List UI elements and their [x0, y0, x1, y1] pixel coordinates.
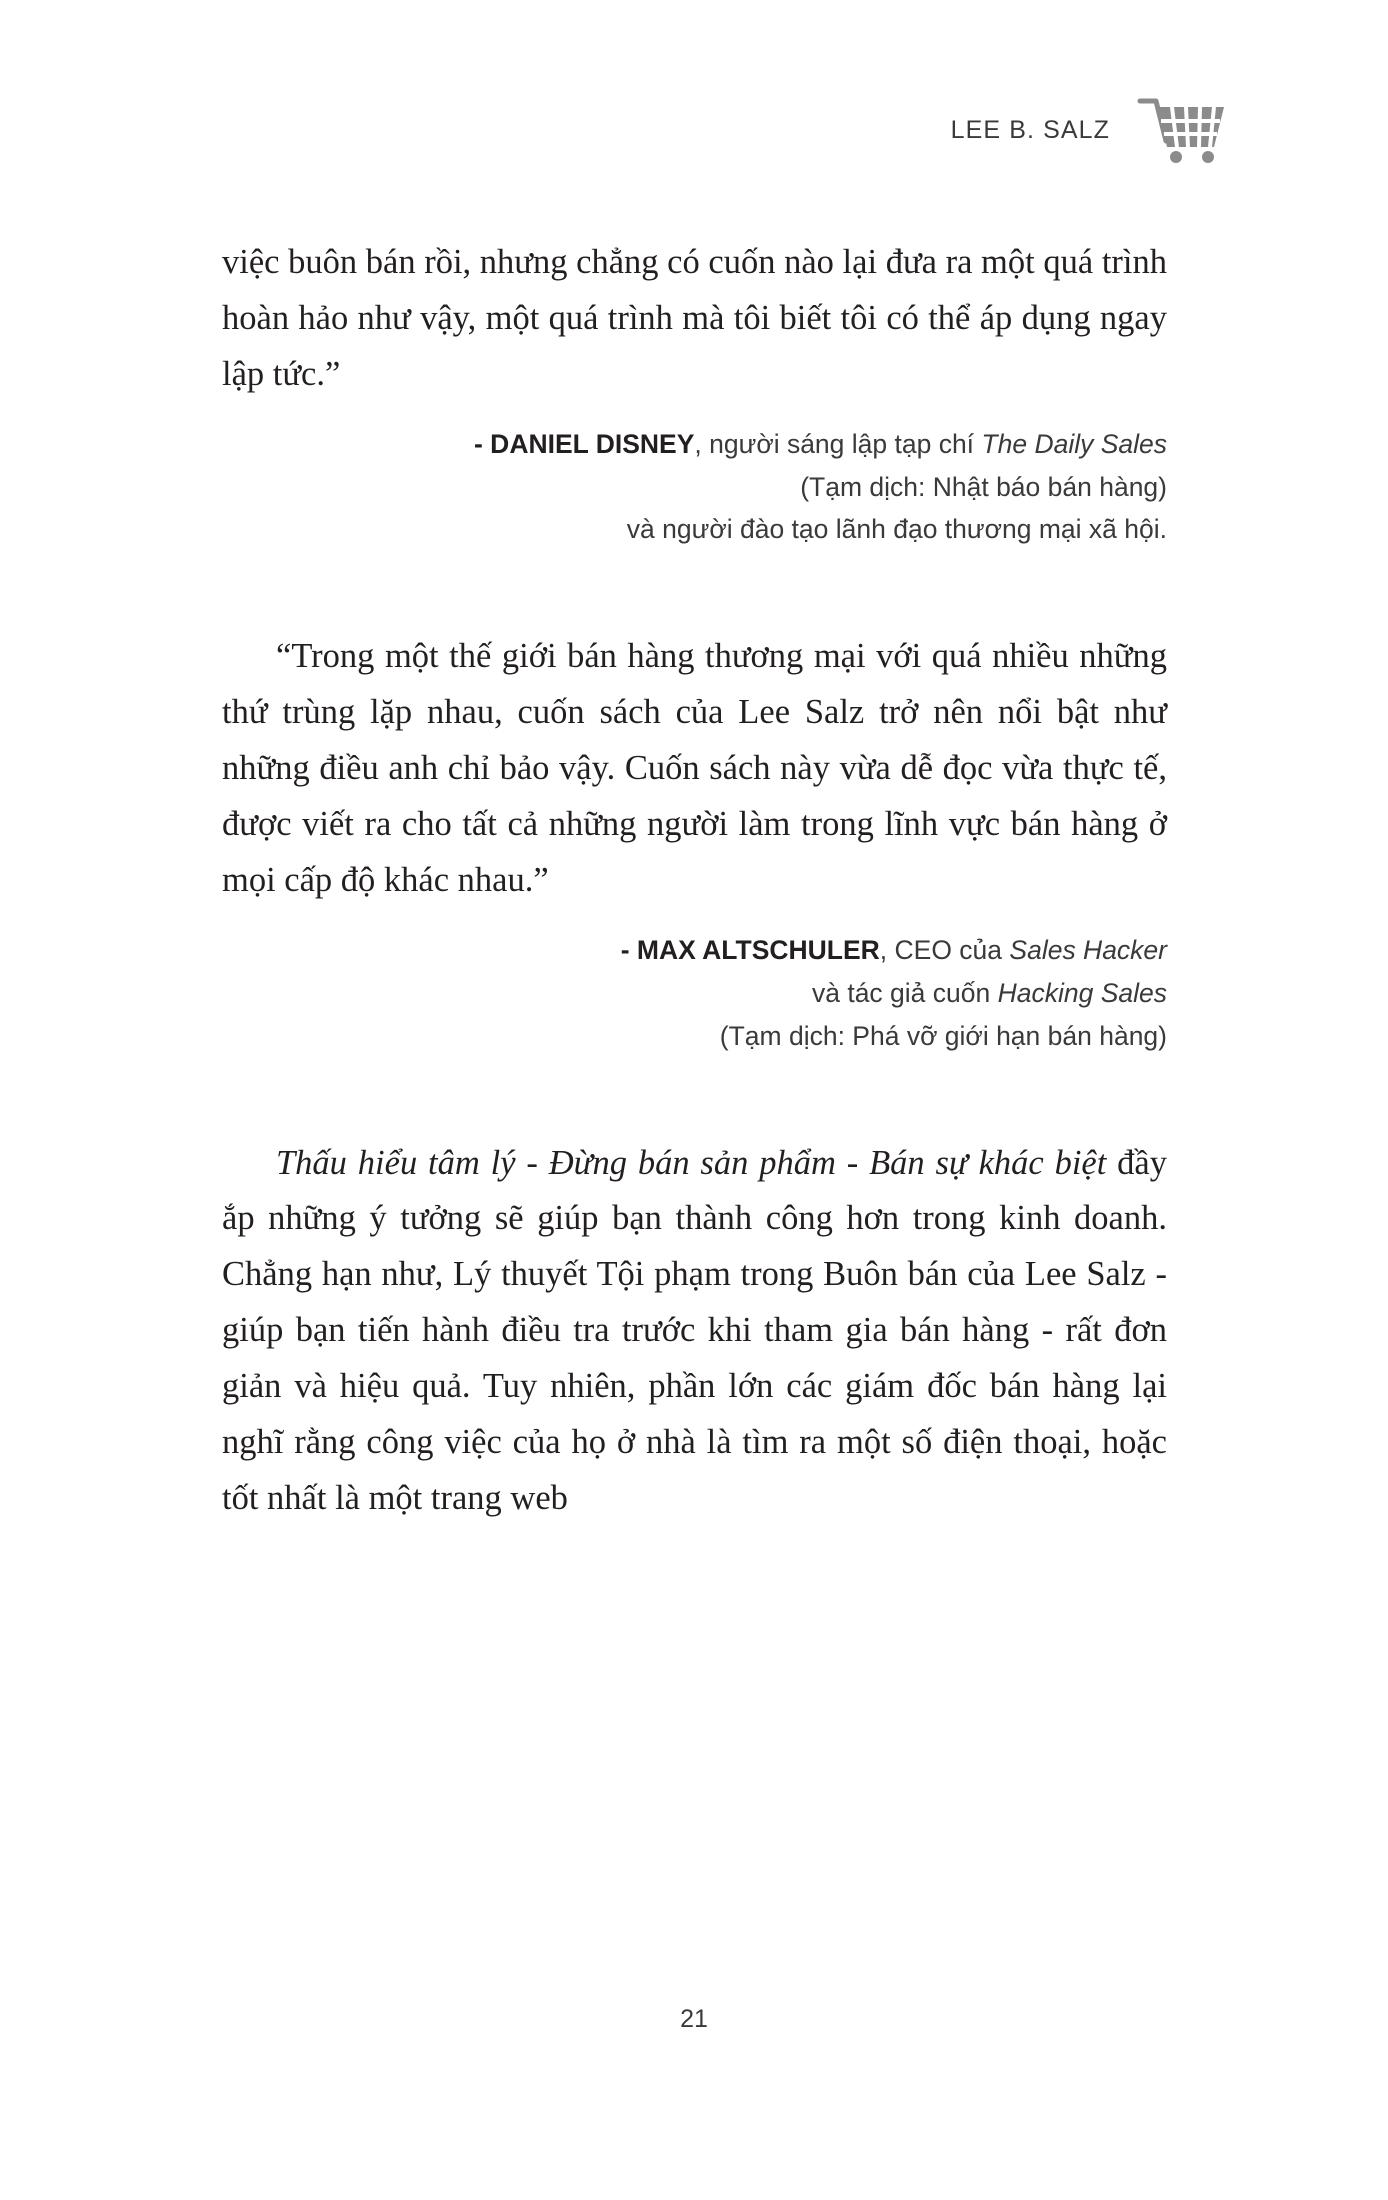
- attribution-name: - DANIEL DISNEY: [474, 428, 695, 459]
- spacer: [222, 1058, 1167, 1136]
- attribution-line-3: và người đào tạo lãnh đạo thương mại xã hội.: [626, 514, 1167, 545]
- attribution-max-altschuler: [222, 929, 1167, 1058]
- attribution-line-2-prefix: và tác giả cuốn: [811, 977, 998, 1008]
- shopping-cart-icon: [1136, 95, 1228, 165]
- attribution-line-2: [222, 972, 1167, 1015]
- page-content: [222, 235, 1167, 1527]
- spacer: [222, 403, 1167, 423]
- attribution-name: - MAX ALTSCHULER: [620, 934, 880, 965]
- attribution-daniel-disney: [222, 423, 1167, 552]
- attribution-book-title: Hacking Sales: [997, 977, 1167, 1008]
- paragraph-body-rest: đầy ắp những ý tưởng sẽ giúp bạn thành công hơn trong kinh doanh. Chẳng hạn như, Lý thuyết Tội phạm trong Buôn bán của Lee Salz - giúp bạn tiến hành điều tra trước khi tham gia bán hàng - rất đơn giản và hiệu quả. Tuy nhiên, phần lớn các giám đốc bán hàng lại nghĩ rằng công việc của họ ở nhà là tìm ra một số điện thoại, hoặc tốt nhất là một trang web: [222, 1143, 1167, 1517]
- header-author-name: LEE B. SALZ: [950, 115, 1110, 144]
- attribution-publication: The Daily Sales: [981, 428, 1167, 459]
- attribution-line-1: [222, 423, 1167, 466]
- attribution-company: Sales Hacker: [1009, 934, 1167, 965]
- spacer: [222, 551, 1167, 629]
- attribution-line-1: [222, 929, 1167, 972]
- paragraph-continuation: việc buôn bán rồi, nhưng chẳng có cuốn nào lại đưa ra một quá trình hoàn hảo như vậy, một quá trình mà tôi biết tôi có thể áp dụng ngay lập tức.”: [222, 243, 1167, 393]
- quote-paragraph-max: “Trong một thế giới bán hàng thương mại với quá nhiều những thứ trùng lặp nhau, cuốn sách của Lee Salz trở nên nổi bật như những điều anh chỉ bảo vậy. Cuốn sách này vừa dễ đọc vừa thực tế, được viết ra cho tất cả những người làm trong lĩnh vực bán hàng ở mọi cấp độ khác nhau.”: [222, 637, 1167, 899]
- attribution-line-2: (Tạm dịch: Nhật báo bán hàng): [800, 471, 1167, 502]
- running-header: [951, 95, 1228, 165]
- paragraph-book-description: [222, 1136, 1167, 1527]
- attribution-line-3: (Tạm dịch: Phá vỡ giới hạn bán hàng): [719, 1020, 1167, 1051]
- attribution-role: , CEO của: [879, 934, 1010, 965]
- spacer: [222, 909, 1167, 929]
- page-number: 21: [680, 2005, 708, 2033]
- attribution-role: , người sáng lập tạp chí: [694, 428, 982, 459]
- book-title-italic: Thấu hiểu tâm lý - Đừng bán sản phẩm - Bán sự khác biệt: [276, 1143, 1107, 1182]
